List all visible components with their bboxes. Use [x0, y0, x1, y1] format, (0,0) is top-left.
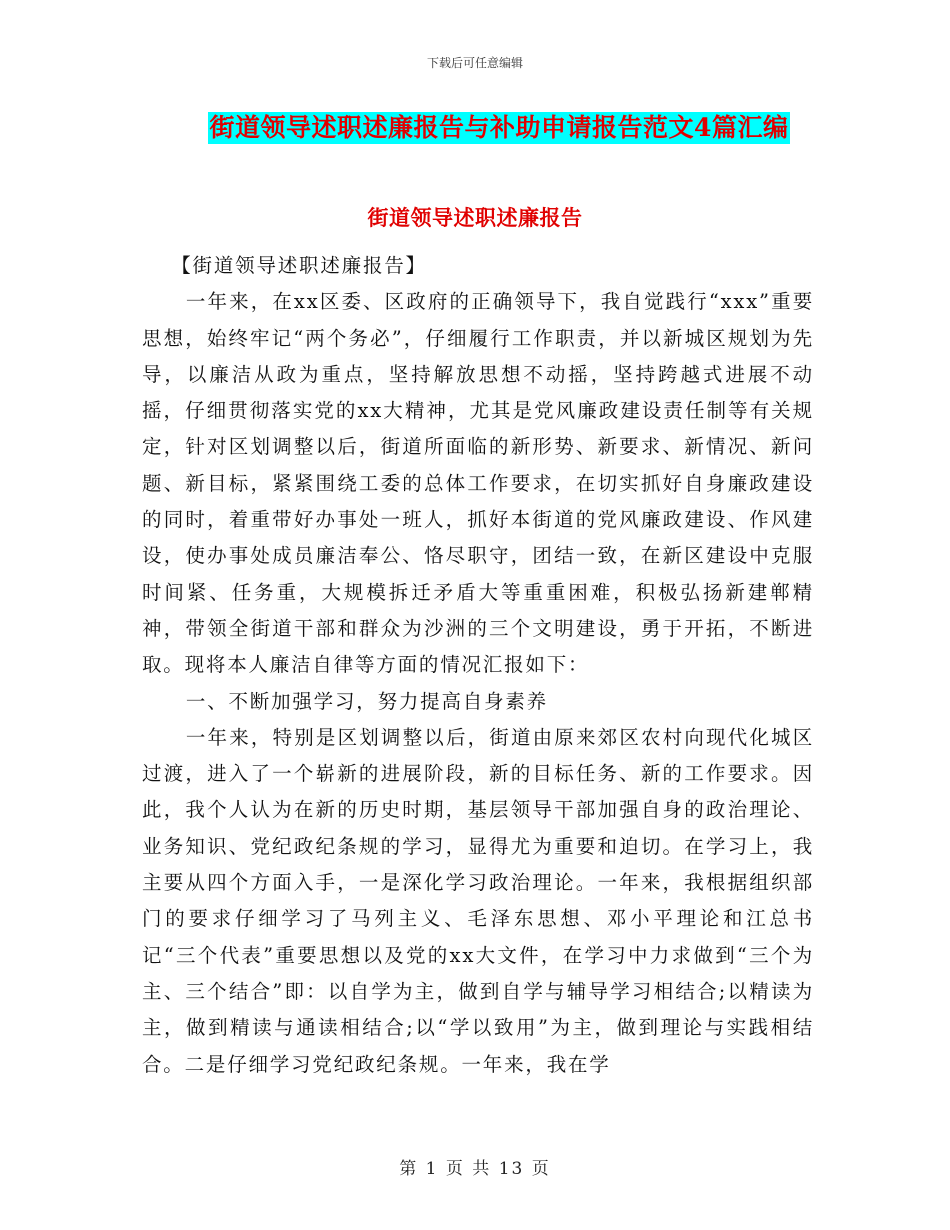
paragraph-intro: 一年来，在xx区委、区政府的正确领导下，我自觉践行“xxx”重要思想，始终牢记“两个务必”，仔细履行工作职责，并以新城区规划为先导，以廉洁从政为重点，坚持解放思想不动摇，坚持跨越式进展不动摇，仔细贯彻落实党的xx大精神，尤其是党风廉政建设责任制等有关规定，针对区划调整以后，街道所面临的新形势、新要求、新情况、新问题、新目标，紧紧围绕工委的总体工作要求，在切实抓好自身廉政建设的同时，着重带好办事处一班人，抓好本街道的党风廉政建设、作风建设，使办事处成员廉洁奉公、恪尽职守，团结一致，在新区建设中克服时间紧、任务重，大规模拆迁矛盾大等重重困难，积极弘扬新建郸精神，带领全街道干部和群众为沙洲的三个文明建设，勇于开拓，不断进取。现将本人廉洁自律等方面的情况汇报如下： — [142, 290, 814, 677]
page-header-note: 下载后可任意编辑 — [426, 56, 523, 70]
main-title-container — [0, 112, 950, 144]
paragraph-bracket-heading: 【街道领导述职述廉报告】 — [171, 254, 427, 277]
document-body — [142, 248, 814, 1083]
paragraph-section-heading: 一、不断加强学习，努力提高自身素养 — [185, 689, 548, 713]
main-title: 街道领导述职述廉报告与补助申请报告范文4篇汇编 — [209, 113, 789, 142]
section-title: 街道领导述职述廉报告 — [367, 205, 583, 230]
page-footer: 第 1 页 共 13 页 — [399, 1159, 551, 1179]
paragraph-study: 一年来，特别是区划调整以后，街道由原来郊区农村向现代化城区过渡，进入了一个崭新的进展阶段，新的目标任务、新的工作要求。因此，我个人认为在新的历史时期，基层领导干部加强自身的政治理论、业务知识、党纪政纪条规的学习，显得尤为重要和迫切。在学习上，我主要从四个方面入手，一是深化学习政治理论。一年来，我根据组织部门的要求仔细学习了马列主义、毛泽东思想、邓小平理论和江总书记“三个代表”重要思想以及党的xx大文件，在学习中力求做到“三个为主、三个结合”即：以自学为主，做到自学与辅导学习相结合;以精读为主，做到精读与通读相结合;以“学以致用”为主，做到理论与实践相结合。二是仔细学习党纪政纪条规。一年来，我在学 — [142, 725, 814, 1076]
